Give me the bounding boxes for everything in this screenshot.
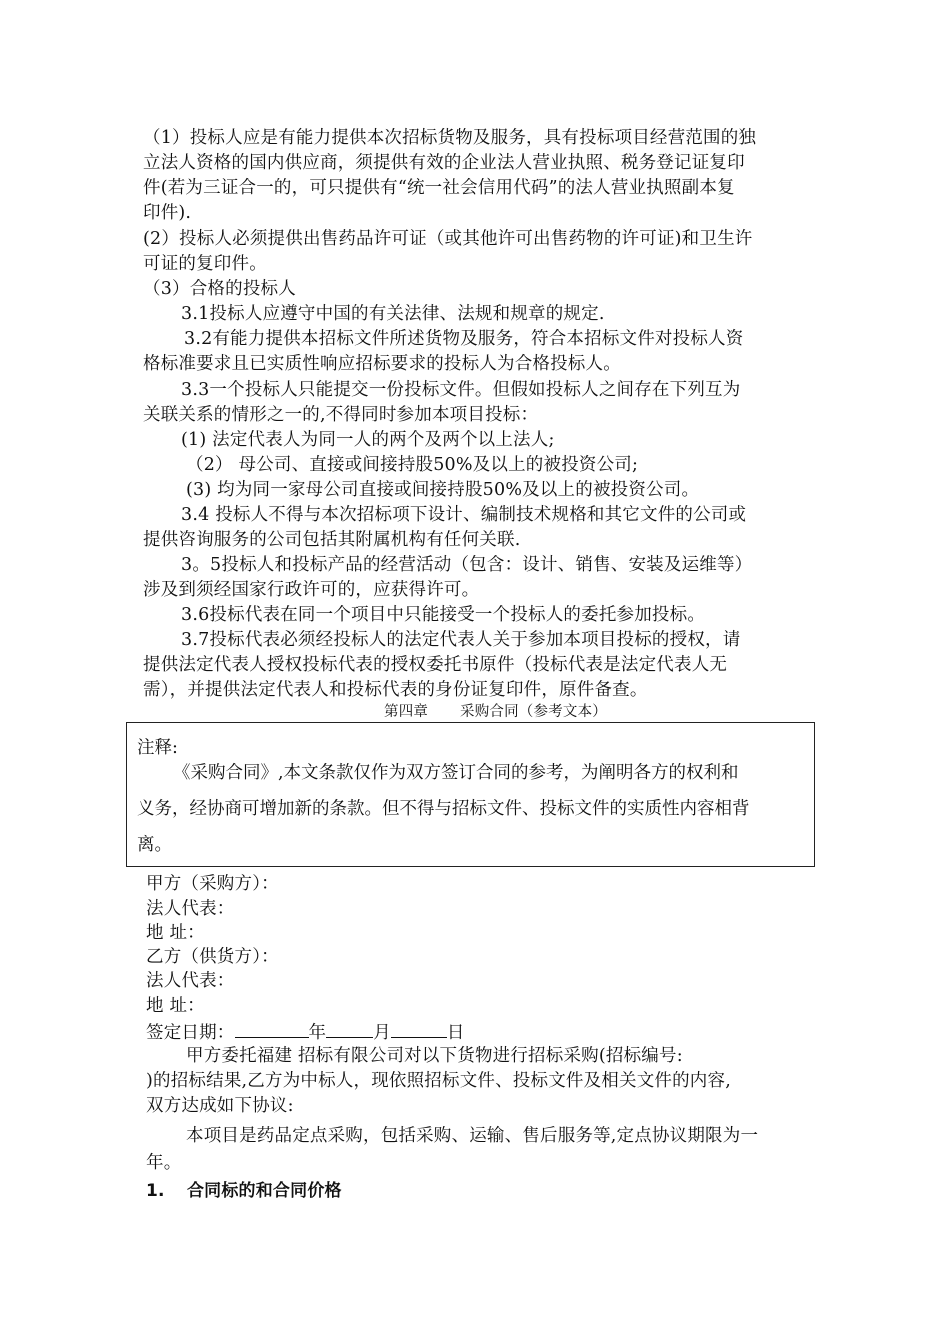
qual-p2-line2: 可证的复印件。 [143, 254, 267, 274]
qual-3-1: 3.1投标人应遵守中国的有关法律、法规和规章的规定. [181, 304, 605, 324]
agreement-line4: 本项目是药品定点采购，包括采购、运输、售后服务等,定点协议期限为一 [186, 1126, 759, 1146]
qual-3-3-line1: 3.3一个投标人只能提交一份投标文件。但假如投标人之间存在下列互为 [181, 380, 741, 400]
day-label: 日 [446, 1023, 465, 1043]
note-line2: 义务，经协商可增加新的条款。但不得与招标文件、投标文件的实质性内容相背 [137, 799, 750, 819]
sign-date-label: 签定日期： [146, 1023, 235, 1043]
qual-3-2-line1: 3.2有能力提供本招标文件所述货物及服务，符合本招标文件对投标人资 [184, 329, 744, 349]
agreement-line3: 双方达成如下协议: [146, 1096, 294, 1116]
agreement-line1: 甲方委托福建 招标有限公司对以下货物进行招标采购(招标编号: [186, 1046, 683, 1066]
sign-date-row [146, 1019, 465, 1044]
agreement-line5: 年。 [146, 1153, 182, 1173]
qual-3-4-line2: 提供咨询服务的公司包括其附属机构有任何关联. [143, 530, 521, 550]
qual-p2-line1: (2）投标人必须提供出售药品许可证（或其他许可出售药物的许可证)和卫生许 [143, 229, 753, 249]
qual-3-3-line2: 关联关系的情形之一的,不得同时参加本项目投标： [143, 405, 539, 425]
note-line3: 离。 [137, 835, 172, 855]
qual-3-6: 3.6投标代表在同一个项目中只能接受一个投标人的委托参加投标。 [181, 605, 706, 625]
month-blank[interactable] [326, 1019, 373, 1038]
qual-3-7-line1: 3.7投标代表必须经投标人的法定代表人关于参加本项目投标的授权，请 [181, 630, 741, 650]
party-b-legal-rep: 法人代表： [146, 971, 235, 991]
day-blank[interactable] [391, 1019, 447, 1038]
qual-p3-heading: （3）合格的投标人 [143, 279, 296, 299]
month-label: 月 [373, 1023, 391, 1043]
chapter-title: 采购合同（参考文本） [460, 704, 607, 720]
party-b-address: 地 址： [146, 996, 205, 1016]
qual-3-4-line1: 3.4 投标人不得与本次招标项下设计、编制技术规格和其它文件的公司或 [181, 505, 747, 525]
qual-p1-line3: 件(若为三证合一的，可只提供有“统一社会信用代码”的法人营业执照副本复 [143, 178, 735, 198]
qual-3-3-item1: (1) 法定代表人为同一人的两个及两个以上法人; [181, 430, 555, 450]
qual-p1-line4: 印件). [143, 203, 192, 223]
section-1-number: 1. [146, 1181, 165, 1201]
qual-3-7-line2: 提供法定代表人授权投标代表的授权委托书原件（投标代表是法定代表人无 [143, 655, 728, 675]
qual-3-3-item2: （2） 母公司、直接或间接持股50%及以上的被投资公司; [186, 455, 639, 475]
qual-3-3-item3: (3) 均为同一家母公司直接或间接持股50%及以上的被投资公司。 [186, 480, 700, 500]
party-a-address: 地 址： [146, 923, 205, 943]
qual-3-5-line1: 3。5投标人和投标产品的经营活动（包含：设计、销售、安装及运维等） [181, 555, 753, 575]
note-box [126, 722, 815, 867]
year-label: 年 [308, 1023, 327, 1043]
note-label: 注释: [137, 738, 178, 758]
qual-3-5-line2: 涉及到须经国家行政许可的，应获得许可。 [143, 580, 480, 600]
qual-p1-line2: 立法人资格的国内供应商，须提供有效的企业法人营业执照、税务登记证复印 [143, 153, 745, 173]
qual-p1-line1: （1）投标人应是有能力提供本次招标货物及服务，具有投标项目经营范围的独 [143, 128, 757, 148]
qual-3-2-line2: 格标准要求且已实质性响应招标要求的投标人为合格投标人。 [143, 354, 621, 374]
qual-3-7-line3: 需），并提供法定代表人和投标代表的身份证复印件，原件备查。 [143, 680, 648, 700]
party-a-label: 甲方（采购方）： [146, 874, 279, 894]
section-1-title: 合同标的和合同价格 [186, 1181, 342, 1201]
note-line1: 《采购合同》,本文条款仅作为双方签订合同的参考，为阐明各方的权利和 [173, 763, 739, 783]
chapter-number: 第四章 [384, 704, 429, 720]
agreement-line2: )的招标结果,乙方为中标人，现依照招标文件、投标文件及相关文件的内容, [146, 1071, 731, 1091]
section-1-heading [146, 1180, 342, 1202]
party-b-label: 乙方（供货方）： [146, 947, 279, 967]
party-a-legal-rep: 法人代表： [146, 899, 235, 919]
year-blank[interactable] [235, 1019, 309, 1038]
